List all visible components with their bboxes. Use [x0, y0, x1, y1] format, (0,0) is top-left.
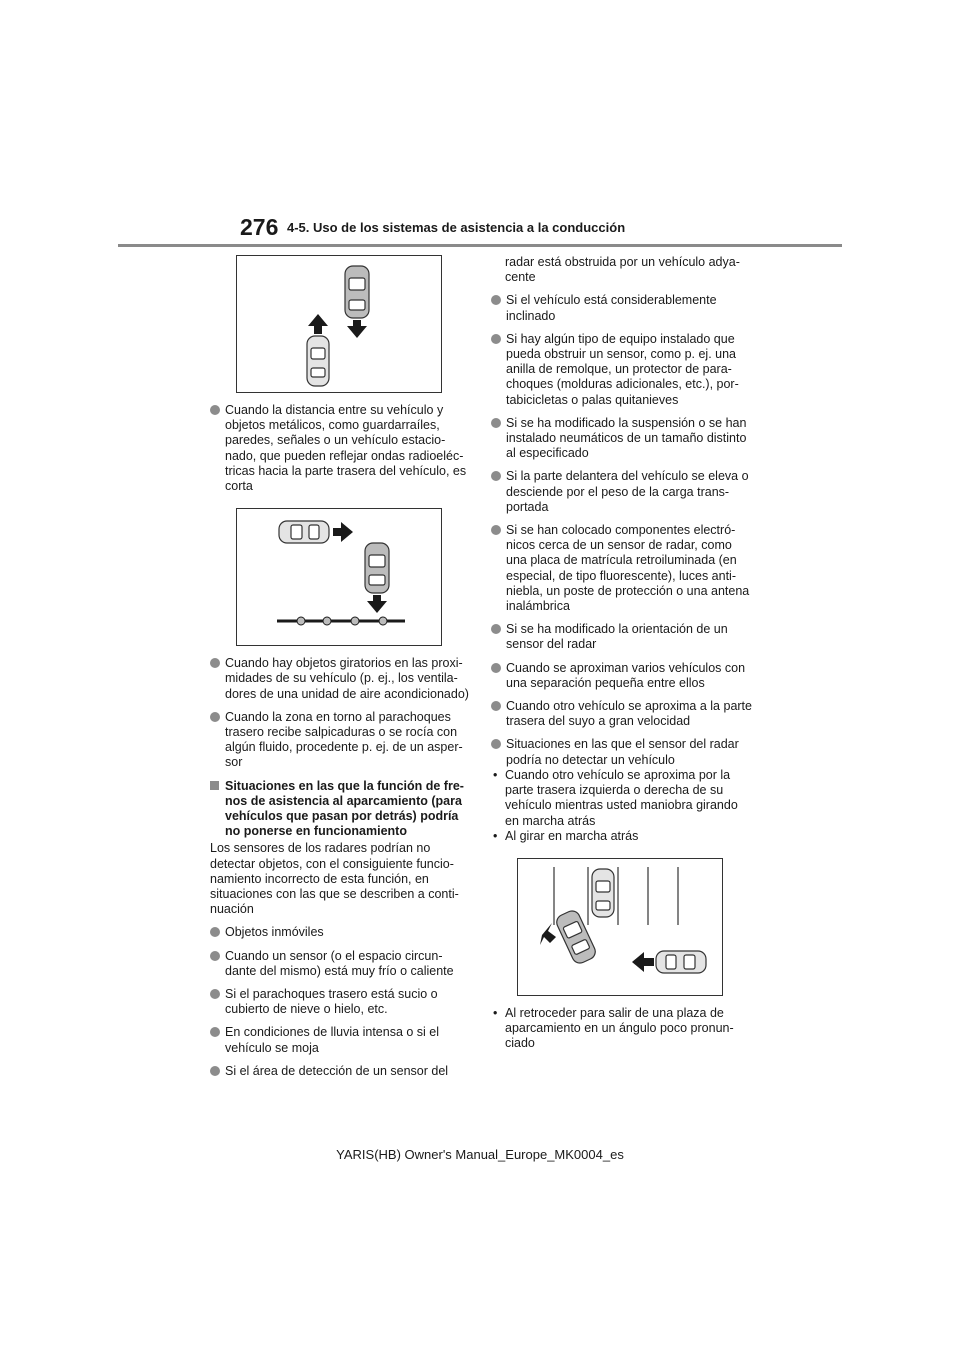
paragraph: Los sensores de los radares podrían no detectar objetos, con el consiguiente funcio-namiento incorrecto de esta función, en situaciones con las que se describen a conti-nuación: [210, 841, 459, 917]
arrow-down-icon: [367, 595, 387, 613]
list-item: Objetos inmóviles: [210, 925, 472, 940]
dash-bullet: •: [493, 1005, 498, 1020]
bullet-icon: [210, 405, 220, 415]
sub-list-item: • Cuando otro vehículo se aproxima por la parte trasera izquierda o derecha de su vehículo mientras usted maniobra girando en marcha atrás: [493, 767, 738, 828]
list-item: En condiciones de lluvia intensa o si el vehículo se moja: [210, 1025, 472, 1055]
header-rule: [118, 244, 842, 247]
bullet-icon: [491, 334, 501, 344]
list-item: Si el área de detección de un sensor del: [210, 1064, 472, 1079]
list-item: Si se ha modificado la orientación de un sensor del radar: [491, 622, 753, 652]
bullet-icon: [491, 624, 501, 634]
list-item: Si el vehículo está considerablemente inclinado: [491, 293, 753, 323]
footer-text: YARIS(HB) Owner's Manual_Europe_MK0004_es: [336, 1147, 624, 1162]
list-item: Cuando se aproximan varios vehículos con una separación pequeña entre ellos: [491, 661, 753, 691]
list-item: Si el parachoques trasero está sucio o cubierto de nieve o hielo, etc.: [210, 987, 472, 1017]
bullet-icon: [210, 712, 220, 722]
arrow-up-icon: [308, 314, 328, 334]
bullet-icon: [491, 295, 501, 305]
illustration-cars-parallel: [236, 255, 442, 393]
sub-list-item: • Al retroceder para salir de una plaza de aparcamiento en un ángulo poco pronun-ciado: [493, 1005, 734, 1051]
list-item: Cuando la zona en torno al parachoques trasero recibe salpicaduras o se rocía con algún fluido, procedente p. ej. de un asper-sor: [210, 710, 472, 771]
arrow-left-icon: [632, 952, 654, 972]
illustration-car-guardrail: [236, 508, 442, 646]
parking-reverse-figure: [518, 859, 722, 995]
list-item: Si se ha modificado la suspensión o se han instalado neumáticos de un tamaño distinto al especificado: [491, 416, 753, 462]
bullet-icon: [491, 663, 501, 673]
list-item: Cuando un sensor (o el espacio circun-dante del mismo) está muy frío o caliente: [210, 949, 472, 979]
bullet-icon: [491, 525, 501, 535]
right-column: [491, 255, 753, 1052]
page-number: 276: [240, 214, 279, 240]
approaching-car-icon: [656, 951, 706, 973]
bullet-icon: [491, 701, 501, 711]
bullet-icon: [491, 739, 501, 749]
list-item: Si la parte delantera del vehículo se eleva o desciende por el peso de la carga trans-portada: [491, 469, 753, 515]
reversing-car-icon: [554, 908, 598, 965]
bullet-icon: [210, 989, 220, 999]
list-item: Situaciones en las que el sensor del radar podría no detectar un vehículo: [491, 737, 753, 767]
car-rear-icon: [365, 543, 389, 593]
car-top-icon: [345, 266, 369, 318]
car-side-icon: [279, 521, 329, 543]
arrow-down-icon: [347, 320, 367, 338]
arrow-right-icon: [333, 522, 353, 542]
bullet-icon: [491, 418, 501, 428]
bullet-icon: [210, 927, 220, 937]
continuation-text: radar está obstruida por un vehículo adya-cente: [505, 255, 740, 285]
list-item: Si se han colocado componentes electró-nicos cerca de un sensor de radar, como una placa de matrícula retroiluminada (en especial, de tipo fluorescente), luces anti-niebla, un poste de protección o una antena inalámbrica: [491, 523, 753, 614]
list-item: Cuando la distancia entre su vehículo y objetos metálicos, como guardarraíles, paredes, señales o un vehículo estacio-nado, que pueden reflejar ondas radioeléc-tricas hacia la parte trasera del vehículo, es corta: [210, 403, 472, 494]
subheading: Situaciones en las que la función de fre-nos de asistencia al aparcamiento (para vehículos que pasan por detrás) podría no ponerse en funcionamiento: [210, 779, 472, 840]
bullet-icon: [491, 471, 501, 481]
left-column: [210, 255, 472, 1087]
list-item: Si hay algún tipo de equipo instalado que pueda obstruir un sensor, como p. ej. una anilla de remolque, un protector de para-choques (molduras adicionales, etc.), por-tabicicletas o palas quitanieves: [491, 332, 753, 408]
bullet-icon: [210, 1027, 220, 1037]
bullet-icon: [210, 1066, 220, 1076]
dash-bullet: •: [493, 828, 498, 843]
square-bullet-icon: [210, 781, 219, 790]
section-title: 4-5. Uso de los sistemas de asistencia a la conducción: [287, 220, 626, 235]
list-item: Cuando otro vehículo se aproxima a la parte trasera del suyo a gran velocidad: [491, 699, 753, 729]
illustration-parking-reverse: [517, 858, 723, 996]
car-guardrail-figure: [237, 509, 441, 645]
list-item: Cuando hay objetos giratorios en las proxi-midades de su vehículo (p. ej., los ventila-dores de una unidad de aire acondicionado): [210, 656, 472, 702]
dash-bullet: •: [493, 767, 498, 782]
arrow-diagonal-icon: [540, 923, 556, 945]
cars-parallel-figure: [237, 256, 441, 392]
car-bottom-icon: [307, 336, 329, 386]
sub-list-item: • Al girar en marcha atrás: [493, 828, 639, 843]
bullet-icon: [210, 658, 220, 668]
parked-car-icon: [592, 869, 614, 917]
bullet-icon: [210, 951, 220, 961]
